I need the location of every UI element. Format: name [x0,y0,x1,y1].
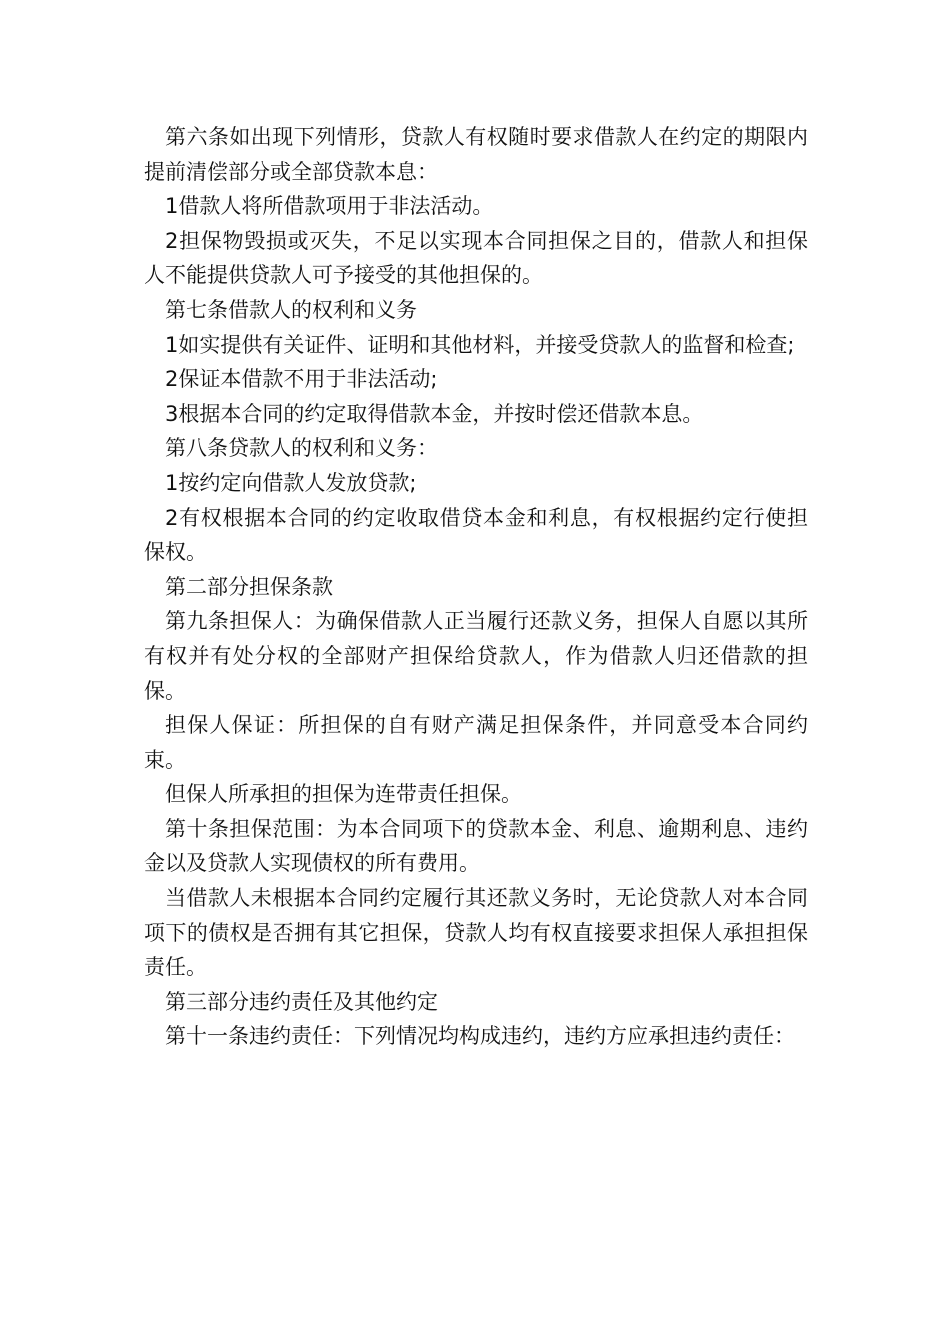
clause-7-item-2: 2保证本借款不用于非法活动; [165,367,438,392]
clause-6-item-2: 2担保物毁损或灭失，不足以实现本合同担保之目的，借款人和担保人不能提供贷款人可予接受的其他担保的。 [144,228,808,288]
guarantor-warranty: 担保人保证：所担保的自有财产满足担保条件，并同意受本合同约束。 [144,713,808,772]
clause-6-item-1: 1借款人将所借款项用于非法活动。 [165,194,494,219]
part-2-heading: 第二部分担保条款 [165,574,333,599]
joint-liability: 但保人所承担的担保为连带责任担保。 [165,782,522,807]
clause-8-heading: 第八条贷款人的权利和义务： [165,436,438,461]
part-3-heading: 第三部分违约责任及其他约定 [165,989,438,1014]
clause-8-item-1: 1按约定向借款人发放贷款; [165,470,417,495]
clause-10: 第十条担保范围：为本合同项下的贷款本金、利息、逾期利息、违约金以及贷款人实现债权的所有费用。 [144,816,808,876]
document-body [144,120,808,1054]
clause-6: 第六条如出现下列情形，贷款人有权随时要求借款人在约定的期限内提前清偿部分或全部贷款本息： [144,125,808,184]
clause-7-heading: 第七条借款人的权利和义务 [165,297,417,322]
clause-8-item-2: 2有权根据本合同的约定收取借贷本金和利息，有权根据约定行使担保权。 [144,505,808,565]
clause-9: 第九条担保人：为确保借款人正当履行还款义务，担保人自愿以其所有权并有处分权的全部财产担保给贷款人，作为借款人归还借款的担保。 [144,609,808,703]
clause-11: 第十一条违约责任：下列情况均构成违约，违约方应承担违约责任： [165,1024,795,1049]
clause-10-detail: 当借款人未根据本合同约定履行其还款义务时，无论贷款人对本合同项下的债权是否拥有其它担保，贷款人均有权直接要求担保人承担担保责任。 [144,886,808,980]
clause-7-item-1: 1如实提供有关证件、证明和其他材料，并接受贷款人的监督和检查; [165,332,795,357]
clause-7-item-3: 3根据本合同的约定取得借款本金，并按时偿还借款本息。 [165,401,704,426]
